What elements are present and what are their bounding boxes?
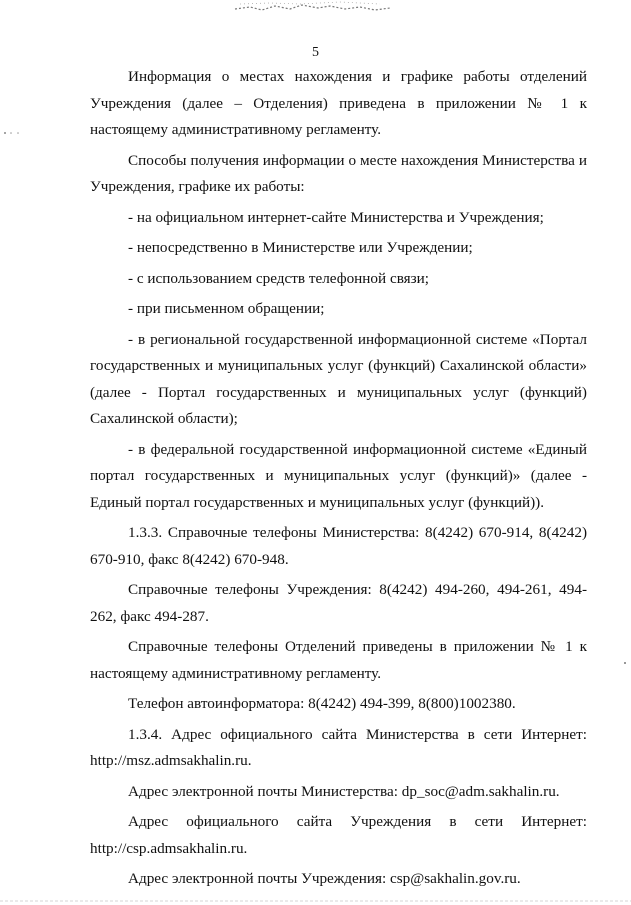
list-item: - с использованием средств телефонной связи; [128, 269, 429, 287]
paragraph: Адрес официального сайта Учреждения в сети Интернет: http://csp.admsakhalin.ru. [90, 813, 587, 857]
paragraph: 1.3.3. Справочные телефоны Министерства: 8(4242) 670-914, 8(4242) 670-910, факс 8(4242) 670-948. [90, 524, 587, 568]
paragraph: Телефон автоинформатора: 8(4242) 494-399, 8(800)1002380. [128, 695, 516, 712]
paragraph: Справочные телефоны Учреждения: 8(4242) 494-260, 494-261, 494-262, факс 494-287. [90, 581, 587, 625]
scan-speck-right [622, 660, 628, 666]
paragraph: Справочные телефоны Отделений приведены в приложении № 1 к настоящему административному регламенту. [90, 638, 587, 682]
paragraph: Способы получения информации о месте нахождения Министерства и Учреждения, графике их работы: [90, 151, 587, 195]
document-body [90, 64, 587, 897]
paragraph: Информация о местах нахождения и графике работы отделений Учреждения (далее – Отделения) приведена в приложении № 1 к настоящему административному регламенту. [90, 68, 587, 138]
list-item: - на официальном интернет-сайте Министерства и Учреждения; [128, 208, 544, 226]
scan-speck-left [2, 130, 22, 136]
scan-edge-bottom [0, 898, 631, 904]
list-item: - при письменном обращении; [128, 300, 325, 317]
list-item: - в региональной государственной информационной системе «Портал государственных и муниципальных услуг (функций) Сахалинской области» (далее - Портал государственных и муниципальных услуг (функций) Сахалинской области); [90, 330, 587, 427]
page-number: 5 [312, 45, 319, 60]
list-item: - непосредственно в Министерстве или Учреждении; [128, 239, 473, 256]
paragraph: 1.3.4. Адрес официального сайта Министерства в сети Интернет: http://msz.admsakhalin.ru. [90, 725, 587, 769]
paragraph: Адрес электронной почты Министерства: dp_soc@adm.sakhalin.ru. [128, 782, 560, 800]
scan-artifact [230, 0, 400, 14]
paragraph: Адрес электронной почты Учреждения: csp@sakhalin.gov.ru. [128, 870, 521, 887]
list-item: - в федеральной государственной информационной системе «Единый портал государственных и муниципальных услуг (функций)» (далее - Единый портал государственных и муниципальных услуг (функций)). [90, 440, 587, 511]
